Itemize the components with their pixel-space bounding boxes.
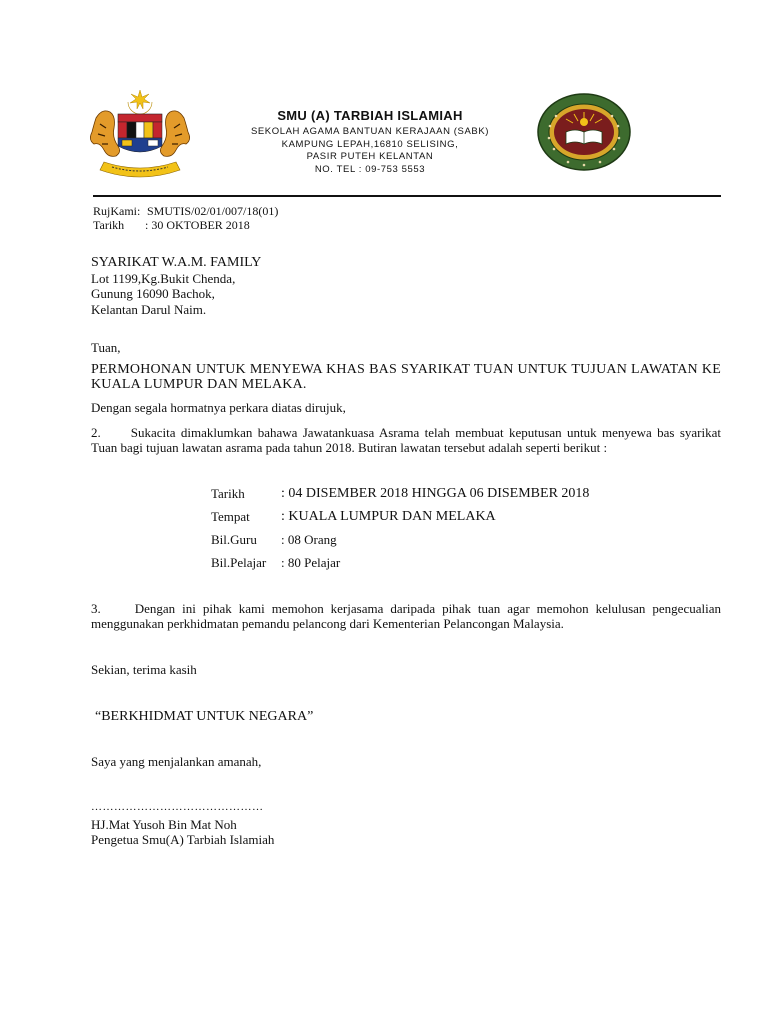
detail-label: Tempat [211,509,250,524]
letterhead-line: SEKOLAH AGAMA BANTUAN KERAJAAN (SABK) [250,126,490,137]
recipient-address-line: Kelantan Darul Naim. [91,302,207,317]
signature-line: ……………………………………… [91,801,264,813]
signer-name: HJ.Mat Yusoh Bin Mat Noh [91,817,237,832]
letterhead-line: PASIR PUTEH KELANTAN [306,151,434,162]
detail-label: Bil.Guru [211,532,257,547]
reference-number: SMUTIS/02/01/007/18(01) [147,204,279,218]
opening-line: Dengan segala hormatnya perkara diatas dirujuk, [91,400,346,415]
school-name: SMU (A) TARBIAH ISLAMIAH [277,108,463,123]
motto: “BERKHIDMAT UNTUK NEGARA” [95,709,314,724]
recipient-address-line: Gunung 16090 Bachok, [91,286,215,301]
detail-value: : KUALA LUMPUR DAN MELAKA [281,509,496,524]
letterhead-line: KAMPUNG LEPAH,16810 SELISING, [281,139,459,150]
paragraph-text: Sukacita dimaklumkan bahawa Jawatankuasa Asrama telah membuat keputusan untuk menyewa bas syarikat Tuan bagi tujuan lawatan asrama pada tahun 2018. Butiran lawatan tersebut adalah seperti berikut : [91,425,721,455]
detail-value: : 08 Orang [281,532,337,547]
salutation: Tuan, [91,340,121,355]
malaysia-coat-of-arms-icon [88,88,192,180]
letterhead-divider [93,195,721,197]
detail-value: : 80 Pelajar [281,555,341,570]
paragraph-number: 2. [91,425,101,440]
recipient-address-line: Lot 1199,Kg.Bukit Chenda, [91,271,236,286]
detail-label: Bil.Pelajar [211,555,267,570]
recipient-name: SYARIKAT W.A.M. FAMILY [91,255,262,270]
paragraph-2 [91,425,721,455]
paragraph-3 [91,601,721,631]
school-crest-icon [536,92,632,172]
letterhead-phone: NO. TEL : 09-753 5553 [314,164,426,175]
paragraph-number: 3. [91,601,101,616]
signoff: Saya yang menjalankan amanah, [91,754,262,769]
paragraph-text: Dengan ini pihak kami memohon kerjasama daripada pihak tuan agar memohon kelulusan pengecualian menggunakan perkhidmatan pemandu pelancong dari Kementerian Pelancongan Malaysia. [91,601,721,631]
reference-label: RujKami: [93,204,141,218]
closing-line: Sekian, terima kasih [91,662,197,677]
date-label: Tarikh [93,218,125,232]
letter-date: : 30 OKTOBER 2018 [145,218,250,232]
detail-value: : 04 DISEMBER 2018 HINGGA 06 DISEMBER 2018 [281,486,590,501]
letter-subject: PERMOHONAN UNTUK MENYEWA KHAS BAS SYARIKAT TUAN UNTUK TUJUAN LAWATAN KE KUALA LUMPUR DAN MELAKA. [91,362,721,392]
detail-label: Tarikh [211,486,245,501]
signer-title: Pengetua Smu(A) Tarbiah Islamiah [91,832,275,847]
